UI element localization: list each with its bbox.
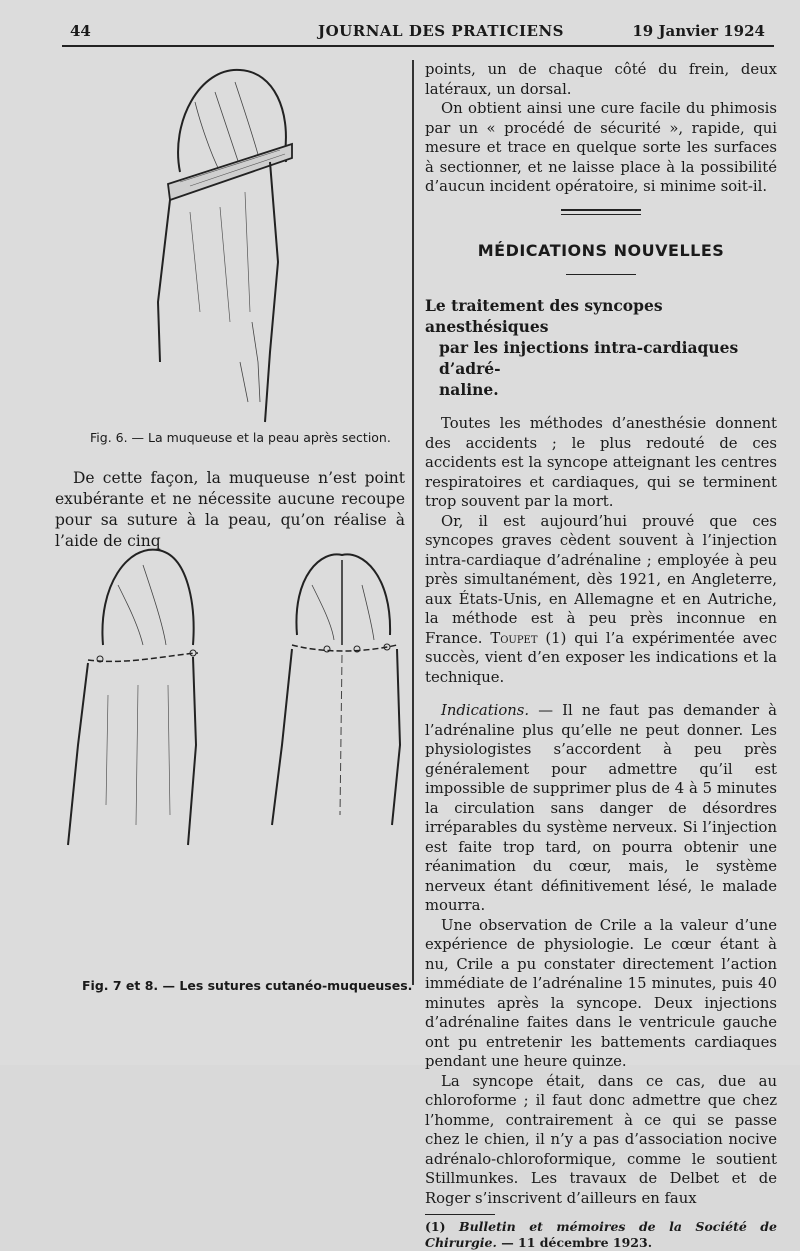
p2-text-a: Or, il est aujourd’hui prouvé que ces syncopes graves cèdent souvent à l’injection intra-cardiaque d’adrénaline ; employée à peu près simultanément, dès 1921, en Angleterre, aux États-Unis, en Allemagne et en Autriche, la méthode est à peu près inconnue en France. — [425, 512, 777, 647]
phimosis-paragraph: On obtient ainsi une cure facile du phimosis par un « procédé de sécurité », rapide, qui mesure et trace en quelque sorte les surfaces à sectionner, et ne laisse place à la possibilité d’aucun incident opératoire, si minime soit-il. — [425, 100, 777, 195]
article-paragraph-4: Une observation de Crile a la valeur d’une expérience de physiologie. Le cœur étant à nu, Crile a pu constater directement l’action immédiate de l’adrénaline 15 minutes, puis 40 minutes après la syncope. Deux injections d’adrénaline faites dans le ventricule gauche ont pu entretenir les battements cardiaques pendant une heure quinze. — [425, 916, 777, 1070]
footnote — [425, 1219, 777, 1251]
section-divider — [561, 209, 641, 215]
left-paragraph: De cette façon, la muqueuse n’est point exubérante et ne nécessite aucune recoupe pour sa suture à la peau, qu’on réalise à l’aide de cinq — [55, 469, 405, 550]
p2-text-b: (1) qui l’a expérimentée avec succès, vient d’en exposer les indications et la technique. — [425, 629, 777, 686]
section-title: MÉDICATIONS NOUVELLES — [477, 240, 725, 260]
figure-8-illustration — [262, 545, 412, 835]
article-title-line-2: par les injections intra-cardiaques d’adré- — [439, 338, 739, 378]
figure-6-illustration — [140, 62, 310, 430]
indications-text: — Il ne faut pas demander à l’adrénaline plus qu’elle ne peut donner. Les physiologistes s’accordent à peu près généralement pour admettre qu’il est impossible de supprimer plus de 4 à 5 minutes la circulation sans danger de désordres irréparables du système nerveux. Si l’injection est faite trop tard, on pourra obtenir une réanimation du cœur, mais, le système nerveux étant définitivement lésé, le malade mourra. — [425, 702, 777, 914]
footnote-source: Bulletin et mémoires de la Société de Chirurgie. — [425, 1219, 777, 1250]
header-rule — [62, 45, 774, 47]
figure-7-8-caption: Fig. 7 et 8. — Les sutures cutanéo-muqueuses. — [82, 978, 413, 993]
article-paragraph-1: Toutes les méthodes d’anesthésie donnent des accidents ; le plus redouté de ces accidents est la syncope atteignant les centres respiratoires et cardiaques, qui se terminent trop souvent par la mort. — [425, 415, 777, 510]
article-paragraph-5: La syncope était, dans ce cas, due au chloroforme ; il faut donc admettre que chez l’homme, contrairement à ce qui se passe chez le chien, il n’y a pas d’association nocive adrénalo-chloroformique, comme le soutient Stillmunkes. Les travaux de Delbet et de Roger s’inscrivent d’ailleurs en faux — [425, 1072, 777, 1207]
figure-6-caption: Fig. 6. — La muqueuse et la peau après section. — [90, 430, 391, 445]
article-paragraph-2 — [425, 512, 777, 688]
continuation-text: points, un de chaque côté du frein, deux latéraux, un dorsal. — [425, 61, 777, 98]
figure-7-illustration — [48, 545, 208, 857]
author-name: Toupet — [490, 629, 538, 647]
section-title-rule — [566, 274, 636, 275]
footnote-date: — 11 décembre 1923. — [501, 1235, 653, 1250]
indications-label: Indications. — [441, 702, 530, 719]
left-column-text — [55, 468, 405, 552]
issue-date: 19 Janvier 1924 — [632, 22, 765, 40]
column-divider — [412, 60, 414, 985]
footnote-rule — [425, 1214, 495, 1215]
article-title-line-1: Le traitement des syncopes anesthésiques — [425, 296, 663, 336]
right-column — [425, 60, 777, 1251]
article-title — [425, 295, 777, 400]
page-header — [70, 22, 765, 44]
footnote-marker: (1) — [425, 1219, 446, 1234]
article-title-line-3: naline. — [439, 380, 499, 399]
journal-title: JOURNAL DES PRATICIENS — [318, 22, 564, 40]
page-number: 44 — [70, 22, 91, 40]
indications-paragraph — [425, 701, 777, 916]
